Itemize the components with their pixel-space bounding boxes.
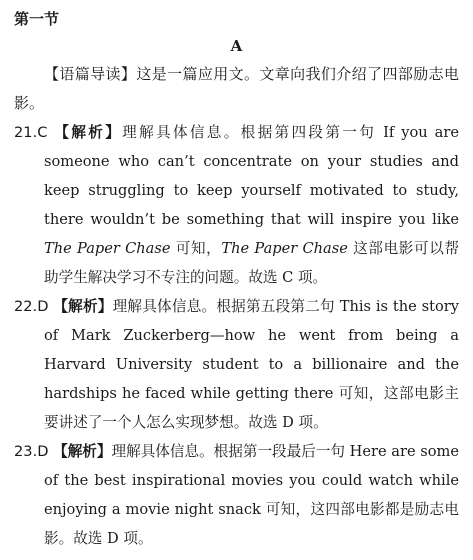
answer-number: 23.: [14, 443, 38, 460]
analysis-tag: 【解析】: [53, 443, 112, 460]
passage-label: A: [230, 37, 243, 55]
answer-number: 21.: [14, 124, 38, 141]
reading-guide-text: 这是一篇应用文。文章向我们介绍了四部励志电影。: [14, 65, 459, 112]
analysis-text: 理解具体信息。根据第五段第二句 This is the story of Mark Zuckerberg—how he went from being a Harvard University student to a billionaire and the hardships he faced while getting there 可知，这部电影主要讲述了一个人怎么实现梦想。故选 D 项。: [44, 298, 459, 431]
answer-item-23: [14, 437, 459, 553]
answer-item-22: [14, 292, 459, 437]
movie-title: The Paper Chase: [44, 240, 171, 257]
analysis-tag: 【解析】: [53, 298, 113, 315]
analysis-tag: 【解析】: [54, 124, 123, 141]
analysis-text-part: 这部电影可以帮助学生解决学习不专注的问题。故选 C 项。: [44, 240, 460, 286]
answer-item-21: [14, 118, 459, 292]
reading-guide-tag: 【语篇导读】: [44, 65, 137, 83]
analysis-text-part: 理解具体信息。根据第四段第一句 If you are someone who can’t concentrate on your studies and keep struggling to keep yourself motivated to study, there wouldn’t be something that will inspire you like: [44, 124, 459, 228]
section-title: 第一节: [14, 10, 60, 28]
answer-number: 22.: [14, 298, 38, 315]
reading-guide: [14, 60, 459, 118]
answer-choice: D: [37, 298, 49, 315]
analysis-text-part: 可知，: [170, 240, 222, 257]
movie-title: The Paper Chase: [221, 240, 348, 257]
analysis-text: 理解具体信息。根据第一段最后一句 Here are some of the best inspirational movies you could watch while enjoying a movie night snack 可知，这四部电影都是励志电影。故选 D 项。: [44, 443, 459, 547]
answer-choice: D: [37, 443, 49, 460]
answer-choice: C: [37, 124, 48, 141]
